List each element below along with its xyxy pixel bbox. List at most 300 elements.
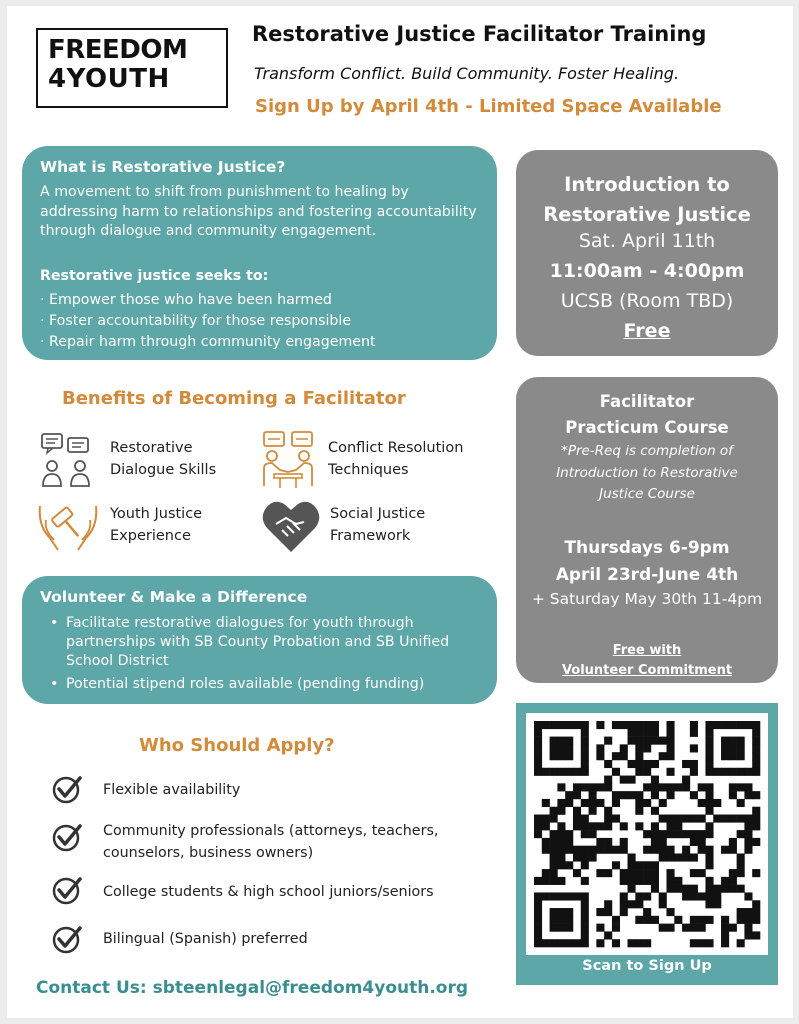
qr-module [565, 799, 573, 807]
qr-module [628, 760, 636, 768]
qr-module [666, 885, 674, 893]
qr-module [596, 924, 604, 932]
qr-module [628, 869, 636, 877]
qr-module [666, 908, 674, 916]
qr-module [596, 846, 604, 854]
qr-module [752, 729, 760, 737]
prereq-line-1: *Pre-Req is completion of [561, 443, 733, 459]
qr-module [550, 815, 558, 823]
qr-module [643, 830, 651, 838]
qr-module [604, 737, 612, 745]
qr-module [729, 846, 737, 854]
qr-module [737, 744, 745, 752]
qr-module [565, 939, 573, 947]
qr-module [581, 908, 589, 916]
qr-module [542, 892, 550, 900]
qr-module [705, 822, 713, 830]
qr-module [729, 924, 737, 932]
qr-module [635, 892, 643, 900]
qr-module [534, 892, 542, 900]
qr-module [550, 737, 558, 745]
qr-module [737, 721, 745, 729]
qr-module [604, 838, 612, 846]
qr-module [713, 721, 721, 729]
qr-module [596, 908, 604, 916]
qr-module [589, 799, 597, 807]
qr-module [596, 721, 604, 729]
qr-module [729, 791, 737, 799]
qr-module [666, 822, 674, 830]
qr-module [550, 853, 558, 861]
who-heading: Who Should Apply? [139, 735, 335, 756]
qr-module [705, 877, 713, 885]
qr-module [581, 846, 589, 854]
qr-module [573, 939, 581, 947]
qr-module [721, 744, 729, 752]
check-circle-icon [52, 775, 82, 805]
qr-module [550, 721, 558, 729]
qr-module [557, 861, 565, 869]
qr-module [674, 783, 682, 791]
qr-module [752, 791, 760, 799]
qr-module [721, 815, 729, 823]
qr-module [674, 877, 682, 885]
qr-module [573, 791, 581, 799]
qr-module [565, 838, 573, 846]
qr-module [721, 939, 729, 947]
qr-module [604, 776, 612, 784]
contact-email[interactable]: Contact Us: sbteenlegal@freedom4youth.org [36, 978, 469, 998]
intro-location: UCSB (Room TBD) [560, 290, 734, 312]
qr-module [690, 916, 698, 924]
qr-module [666, 853, 674, 861]
qr-module [550, 752, 558, 760]
qr-module [620, 877, 628, 885]
qr-module [705, 791, 713, 799]
qr-module [744, 822, 752, 830]
qr-module [729, 815, 737, 823]
qr-module [744, 783, 752, 791]
qr-module [744, 916, 752, 924]
qr-module [659, 830, 667, 838]
qr-module [651, 822, 659, 830]
qr-module [542, 721, 550, 729]
qr-module [737, 861, 745, 869]
qr-module [620, 776, 628, 784]
qr-module [674, 822, 682, 830]
qr-module [565, 924, 573, 932]
price-line-1: Free with [612, 643, 682, 658]
qr-module [666, 752, 674, 760]
intro-course-box [516, 150, 778, 356]
qr-module [635, 861, 643, 869]
qr-module [612, 939, 620, 947]
qr-module [666, 783, 674, 791]
qr-module [565, 830, 573, 838]
qr-module [534, 877, 542, 885]
qr-module [705, 729, 713, 737]
qr-module [620, 869, 628, 877]
qr-module [705, 885, 713, 893]
qr-module [542, 869, 550, 877]
qr-module [698, 869, 706, 877]
qr-module [643, 916, 651, 924]
signup-deadline: Sign Up by April 4th - Limited Space Available [255, 96, 722, 117]
qr-module [550, 846, 558, 854]
seeks-list [40, 290, 480, 353]
qr-module [612, 791, 620, 799]
qr-module [752, 931, 760, 939]
qr-module [659, 737, 667, 745]
qr-module [635, 799, 643, 807]
qr-module [589, 807, 597, 815]
qr-module [643, 768, 651, 776]
qr-module [581, 853, 589, 861]
qr-module [557, 768, 565, 776]
what-is-rj-box [22, 146, 497, 360]
qr-module [651, 877, 659, 885]
qr-module [643, 729, 651, 737]
qr-module [651, 807, 659, 815]
qr-module [612, 924, 620, 932]
qr-module [752, 900, 760, 908]
qr-module [550, 861, 558, 869]
qr-module [557, 752, 565, 760]
qr-module [721, 916, 729, 924]
qr-module [737, 830, 745, 838]
qr-module [581, 721, 589, 729]
intro-date: Sat. April 11th [578, 230, 716, 252]
qr-module [643, 737, 651, 745]
qr-module [628, 776, 636, 784]
qr-module [550, 924, 558, 932]
qr-module [573, 869, 581, 877]
schedule-line-1: Thursdays 6-9pm [564, 538, 730, 558]
gavel-hands-icon [36, 496, 100, 556]
qr-module [682, 830, 690, 838]
qr-module [643, 869, 651, 877]
qr-module [651, 846, 659, 854]
price-line-2: Volunteer Commitment [561, 663, 733, 678]
qr-module [737, 853, 745, 861]
qr-module [651, 838, 659, 846]
qr-module [682, 846, 690, 854]
qr-module [698, 846, 706, 854]
qr-module [698, 830, 706, 838]
qr-module [604, 783, 612, 791]
qr-module [643, 877, 651, 885]
qr-module [705, 861, 713, 869]
qr-module [550, 877, 558, 885]
qr-module [628, 877, 636, 885]
what-body: A movement to shift from punishment to healing by addressing harm to relationships and fostering accountability through dialogue and community engagement. [40, 184, 477, 239]
qr-module [643, 721, 651, 729]
qr-module [620, 892, 628, 900]
qr-module [737, 939, 745, 947]
qr-code-graphic [526, 713, 768, 955]
qr-module [682, 885, 690, 893]
qr-module [690, 885, 698, 893]
qr-module [620, 846, 628, 854]
qr-module [635, 752, 643, 760]
list-item: counselors, business owners) [103, 845, 314, 861]
qr-module [589, 846, 597, 854]
qr-code[interactable] [526, 713, 768, 955]
qr-module [752, 760, 760, 768]
qr-module [635, 807, 643, 815]
qr-module [698, 924, 706, 932]
qr-module [674, 885, 682, 893]
qr-module [542, 822, 550, 830]
saturday-session: + Saturday May 30th 11-4pm [531, 590, 763, 608]
qr-module [557, 939, 565, 947]
qr-module [573, 815, 581, 823]
qr-module [690, 838, 698, 846]
intro-title-line-1: Introduction to [564, 173, 730, 196]
qr-module [690, 815, 698, 823]
qr-module [713, 885, 721, 893]
qr-module [635, 939, 643, 947]
logo [48, 36, 220, 94]
qr-module [713, 900, 721, 908]
qr-module [682, 776, 690, 784]
qr-module [698, 799, 706, 807]
qr-module [557, 853, 565, 861]
benefit-label: Framework [330, 528, 411, 544]
qr-module [581, 752, 589, 760]
qr-module [729, 744, 737, 752]
qr-module [612, 861, 620, 869]
qr-module [635, 721, 643, 729]
qr-module [628, 861, 636, 869]
qr-module [557, 721, 565, 729]
qr-module [604, 760, 612, 768]
qr-module [659, 900, 667, 908]
qr-module [620, 838, 628, 846]
qr-module [744, 892, 752, 900]
benefit-conflict-resolution [328, 437, 463, 481]
practicum-schedule [516, 535, 778, 589]
benefit-youth-justice [110, 503, 202, 547]
qr-module [573, 783, 581, 791]
qr-module [635, 729, 643, 737]
qr-module [557, 799, 565, 807]
qr-module [550, 744, 558, 752]
qr-module [729, 885, 737, 893]
qr-module [604, 908, 612, 916]
qr-module [659, 924, 667, 932]
qr-module [737, 815, 745, 823]
qr-module [612, 815, 620, 823]
qr-module [721, 768, 729, 776]
qr-module [752, 737, 760, 745]
qr-module [557, 807, 565, 815]
conflict-resolution-icon [260, 430, 318, 490]
list-item: Bilingual (Spanish) preferred [103, 931, 308, 947]
qr-module [682, 783, 690, 791]
qr-module [635, 791, 643, 799]
qr-module [744, 791, 752, 799]
qr-module [721, 924, 729, 932]
qr-module [604, 807, 612, 815]
qr-module [565, 752, 573, 760]
qr-module [752, 822, 760, 830]
qr-module [550, 908, 558, 916]
qr-module [557, 830, 565, 838]
qr-module [612, 768, 620, 776]
volunteer-heading: Volunteer & Make a Difference [40, 588, 308, 606]
qr-module [565, 737, 573, 745]
qr-module [659, 853, 667, 861]
qr-module [589, 830, 597, 838]
qr-module [651, 869, 659, 877]
qr-module [744, 838, 752, 846]
qr-module [596, 822, 604, 830]
qr-module [565, 861, 573, 869]
qr-module [752, 838, 760, 846]
qr-module [690, 869, 698, 877]
qr-module [596, 838, 604, 846]
qr-module [705, 737, 713, 745]
qr-module [565, 916, 573, 924]
qr-module [542, 939, 550, 947]
qr-module [651, 729, 659, 737]
qr-module [534, 721, 542, 729]
schedule-line-2: April 23rd-June 4th [555, 565, 739, 585]
qr-module [643, 846, 651, 854]
benefit-label: Restorative [110, 440, 193, 456]
qr-module [690, 768, 698, 776]
qr-module [674, 916, 682, 924]
qr-module [698, 916, 706, 924]
page-title: Restorative Justice Facilitator Training [252, 22, 707, 46]
qr-module [659, 752, 667, 760]
qr-module [534, 924, 542, 932]
check-circle-icon [52, 876, 82, 906]
qr-module [604, 931, 612, 939]
qr-module [550, 869, 558, 877]
qr-caption: Scan to Sign Up [582, 958, 712, 974]
qr-module [729, 737, 737, 745]
qr-module [666, 721, 674, 729]
qr-module [581, 760, 589, 768]
qr-module [744, 815, 752, 823]
qr-module [690, 830, 698, 838]
qr-module [557, 846, 565, 854]
qr-module [628, 791, 636, 799]
qr-module [752, 869, 760, 877]
volunteer-list [40, 614, 485, 698]
benefit-label: Experience [110, 528, 191, 544]
qr-module [534, 752, 542, 760]
who-item-bilingual [103, 928, 308, 950]
qr-module [705, 783, 713, 791]
qr-module [557, 877, 565, 885]
qr-module [534, 908, 542, 916]
qr-module [705, 939, 713, 947]
qr-module [698, 783, 706, 791]
qr-module [628, 729, 636, 737]
qr-module [596, 744, 604, 752]
qr-module [565, 721, 573, 729]
logo-line-1: FREEDOM [48, 35, 188, 65]
qr-module [620, 900, 628, 908]
qr-module [705, 721, 713, 729]
qr-module [557, 822, 565, 830]
qr-module [542, 768, 550, 776]
qr-module [596, 783, 604, 791]
qr-module [666, 815, 674, 823]
qr-module [705, 830, 713, 838]
list-item: College students & high school juniors/seniors [103, 884, 434, 900]
qr-module [674, 853, 682, 861]
qr-module [690, 892, 698, 900]
qr-module [651, 830, 659, 838]
qr-module [620, 822, 628, 830]
qr-module [729, 869, 737, 877]
qr-module [674, 830, 682, 838]
qr-module [713, 768, 721, 776]
qr-module [628, 737, 636, 745]
qr-module [573, 768, 581, 776]
qr-module [682, 924, 690, 932]
qr-module [713, 799, 721, 807]
qr-module [737, 768, 745, 776]
qr-module [589, 853, 597, 861]
qr-module [573, 822, 581, 830]
qr-module [744, 830, 752, 838]
qr-module [581, 768, 589, 776]
benefit-label: Conflict Resolution [328, 440, 464, 456]
qr-module [573, 721, 581, 729]
qr-module [589, 783, 597, 791]
check-circle-icon [52, 925, 82, 955]
qr-module [604, 869, 612, 877]
qr-module [542, 877, 550, 885]
list-item: · Foster accountability for those responsible [40, 313, 352, 329]
qr-module [635, 822, 643, 830]
qr-module [534, 822, 542, 830]
qr-module [752, 815, 760, 823]
qr-module [666, 729, 674, 737]
qr-module [550, 768, 558, 776]
qr-module [752, 916, 760, 924]
qr-module [705, 846, 713, 854]
qr-module [565, 744, 573, 752]
qr-module [705, 760, 713, 768]
qr-module [666, 830, 674, 838]
qr-module [682, 815, 690, 823]
list-item: · Repair harm through community engagement [40, 334, 376, 350]
what-heading: What is Restorative Justice? [40, 158, 286, 176]
qr-module [612, 721, 620, 729]
qr-module [534, 744, 542, 752]
qr-module [628, 853, 636, 861]
qr-module [721, 931, 729, 939]
list-item: · Empower those who have been harmed [40, 292, 332, 308]
prereq-line-3: Justice Course [599, 486, 695, 502]
qr-module [557, 737, 565, 745]
qr-module [643, 939, 651, 947]
qr-module [581, 830, 589, 838]
qr-module [635, 877, 643, 885]
tagline: Transform Conflict. Build Community. Foster Healing. [254, 64, 680, 83]
qr-module [534, 729, 542, 737]
qr-module [713, 815, 721, 823]
qr-module [744, 846, 752, 854]
qr-module [565, 892, 573, 900]
practicum-course-box [516, 377, 778, 683]
